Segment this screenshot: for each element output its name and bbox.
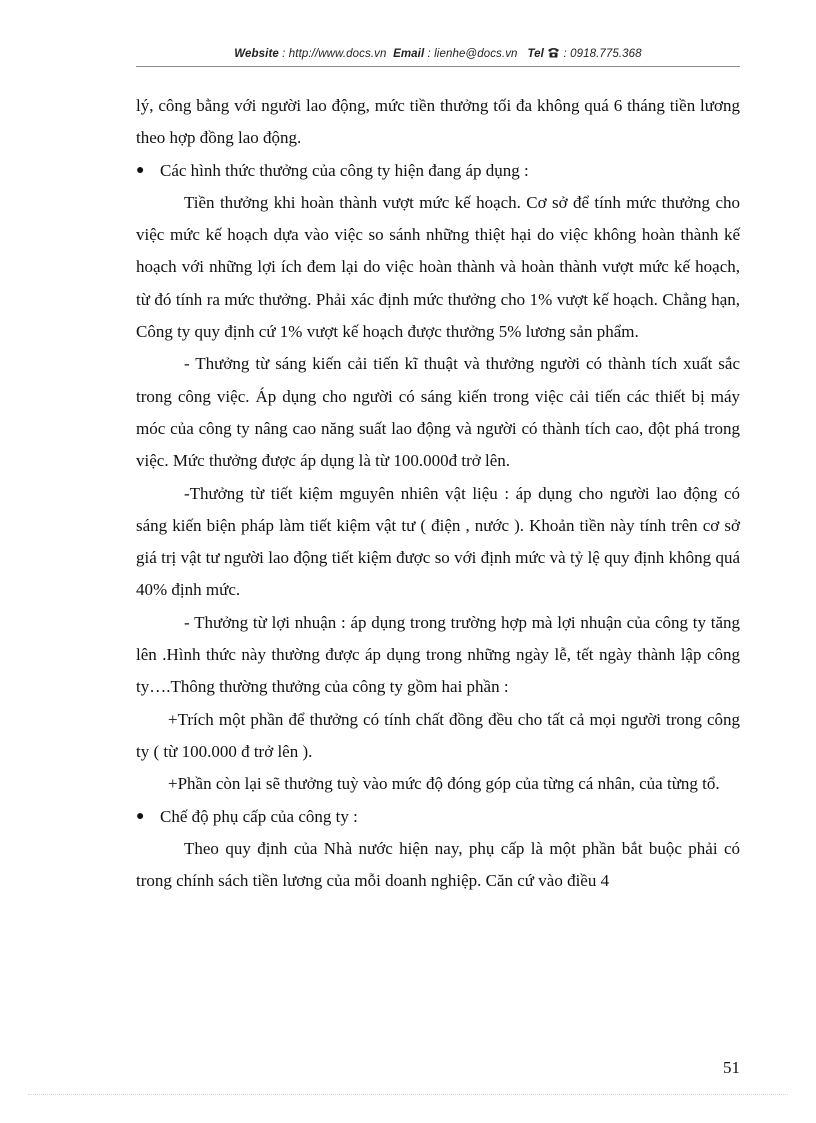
website-label: Website xyxy=(234,48,279,60)
paragraph: Theo quy định của Nhà nước hiện nay, phụ cấp là một phần bắt buộc phải có trong chính sách tiền lương của mỗi doanh nghiệp. Căn cứ vào điều 4 xyxy=(136,838,740,891)
website-url[interactable]: http://www.docs.vn xyxy=(288,48,387,60)
page-bottom-border xyxy=(28,1094,788,1095)
header-divider xyxy=(136,66,740,67)
tel-number: 0918.775.368 xyxy=(570,48,642,60)
paragraph: - Thưởng từ sáng kiến cải tiến kĩ thuật và thưởng người có thành tích xuất sắc trong công việc. Áp dụng cho người có sáng kiến trong việc cải tiến các thiết bị máy móc của công ty nâng cao năng suất lao động và người có thành tích cao, đột phá trong việc. Mức thưởng được áp dụng là từ 100.000đ trở lên. xyxy=(136,354,740,471)
paragraph: Tiền thưởng khi hoàn thành vượt mức kế hoạch. Cơ sở để tính mức thưởng cho việc mức kế hoạch dựa vào việc so sánh những thiệt hại do việc không hoàn thành kế hoạch với những lợi ích đem lại do việc hoàn thành và hoàn thành vượt mức kế hoạch, từ đó tính ra mức thưởng. Phải xác định mức thưởng cho 1% vượt kế hoạch. Chẳng hạn, Công ty quy định cứ 1% vượt kế hoạch được thưởng 5% lương sản phẩm. xyxy=(136,192,740,342)
page-header: Website : http://www.docs.vn Email : lienhe@docs.vn Tel : 0918.775.368 xyxy=(234,48,642,60)
bullet-item: ● Chế độ phụ cấp của công ty : xyxy=(136,801,740,833)
paragraph: - Thưởng từ lợi nhuận : áp dụng trong trường hợp mà lợi nhuận của công ty tăng lên .Hình thức này thường được áp dụng trong những ngày lễ, tết ngày thành lập công ty….Thông thường thưởng của công ty gồm hai phần : xyxy=(136,612,740,697)
paragraph: lý, công bằng với người lao động, mức tiền thưởng tối đa không quá 6 tháng tiền lương theo hợp đồng lao động. xyxy=(136,96,740,148)
email-label: Email xyxy=(393,48,425,60)
bullet-icon: ● xyxy=(136,808,145,824)
phone-icon xyxy=(547,47,560,58)
paragraph: +Phần còn lại sẽ thưởng tuỳ vào mức độ đóng góp của từng cá nhân, của từng tổ. xyxy=(168,774,720,794)
document-body xyxy=(136,90,740,897)
page-number: 51 xyxy=(723,1058,740,1077)
bullet-icon: ● xyxy=(136,162,145,178)
bullet-item: ● Các hình thức thưởng của công ty hiện đang áp dụng : xyxy=(136,155,740,187)
paragraph: -Thưởng từ tiết kiệm mguyên nhiên vật liệu : áp dụng cho người lao động có sáng kiến biện pháp làm tiết kiệm vật tư ( điện , nước ). Khoản tiền này tính trên cơ sở giá trị vật tư người lao động tiết kiệm được so với định mức và tỷ lệ quy định không quá 40% định mức. xyxy=(136,483,740,600)
email-address[interactable]: lienhe@docs.vn xyxy=(434,48,518,60)
paragraph: +Trích một phần để thưởng có tính chất đồng đều cho tất cả mọi người trong công ty ( từ 100.000 đ trở lên ). xyxy=(136,709,740,761)
tel-label: Tel xyxy=(527,48,544,60)
